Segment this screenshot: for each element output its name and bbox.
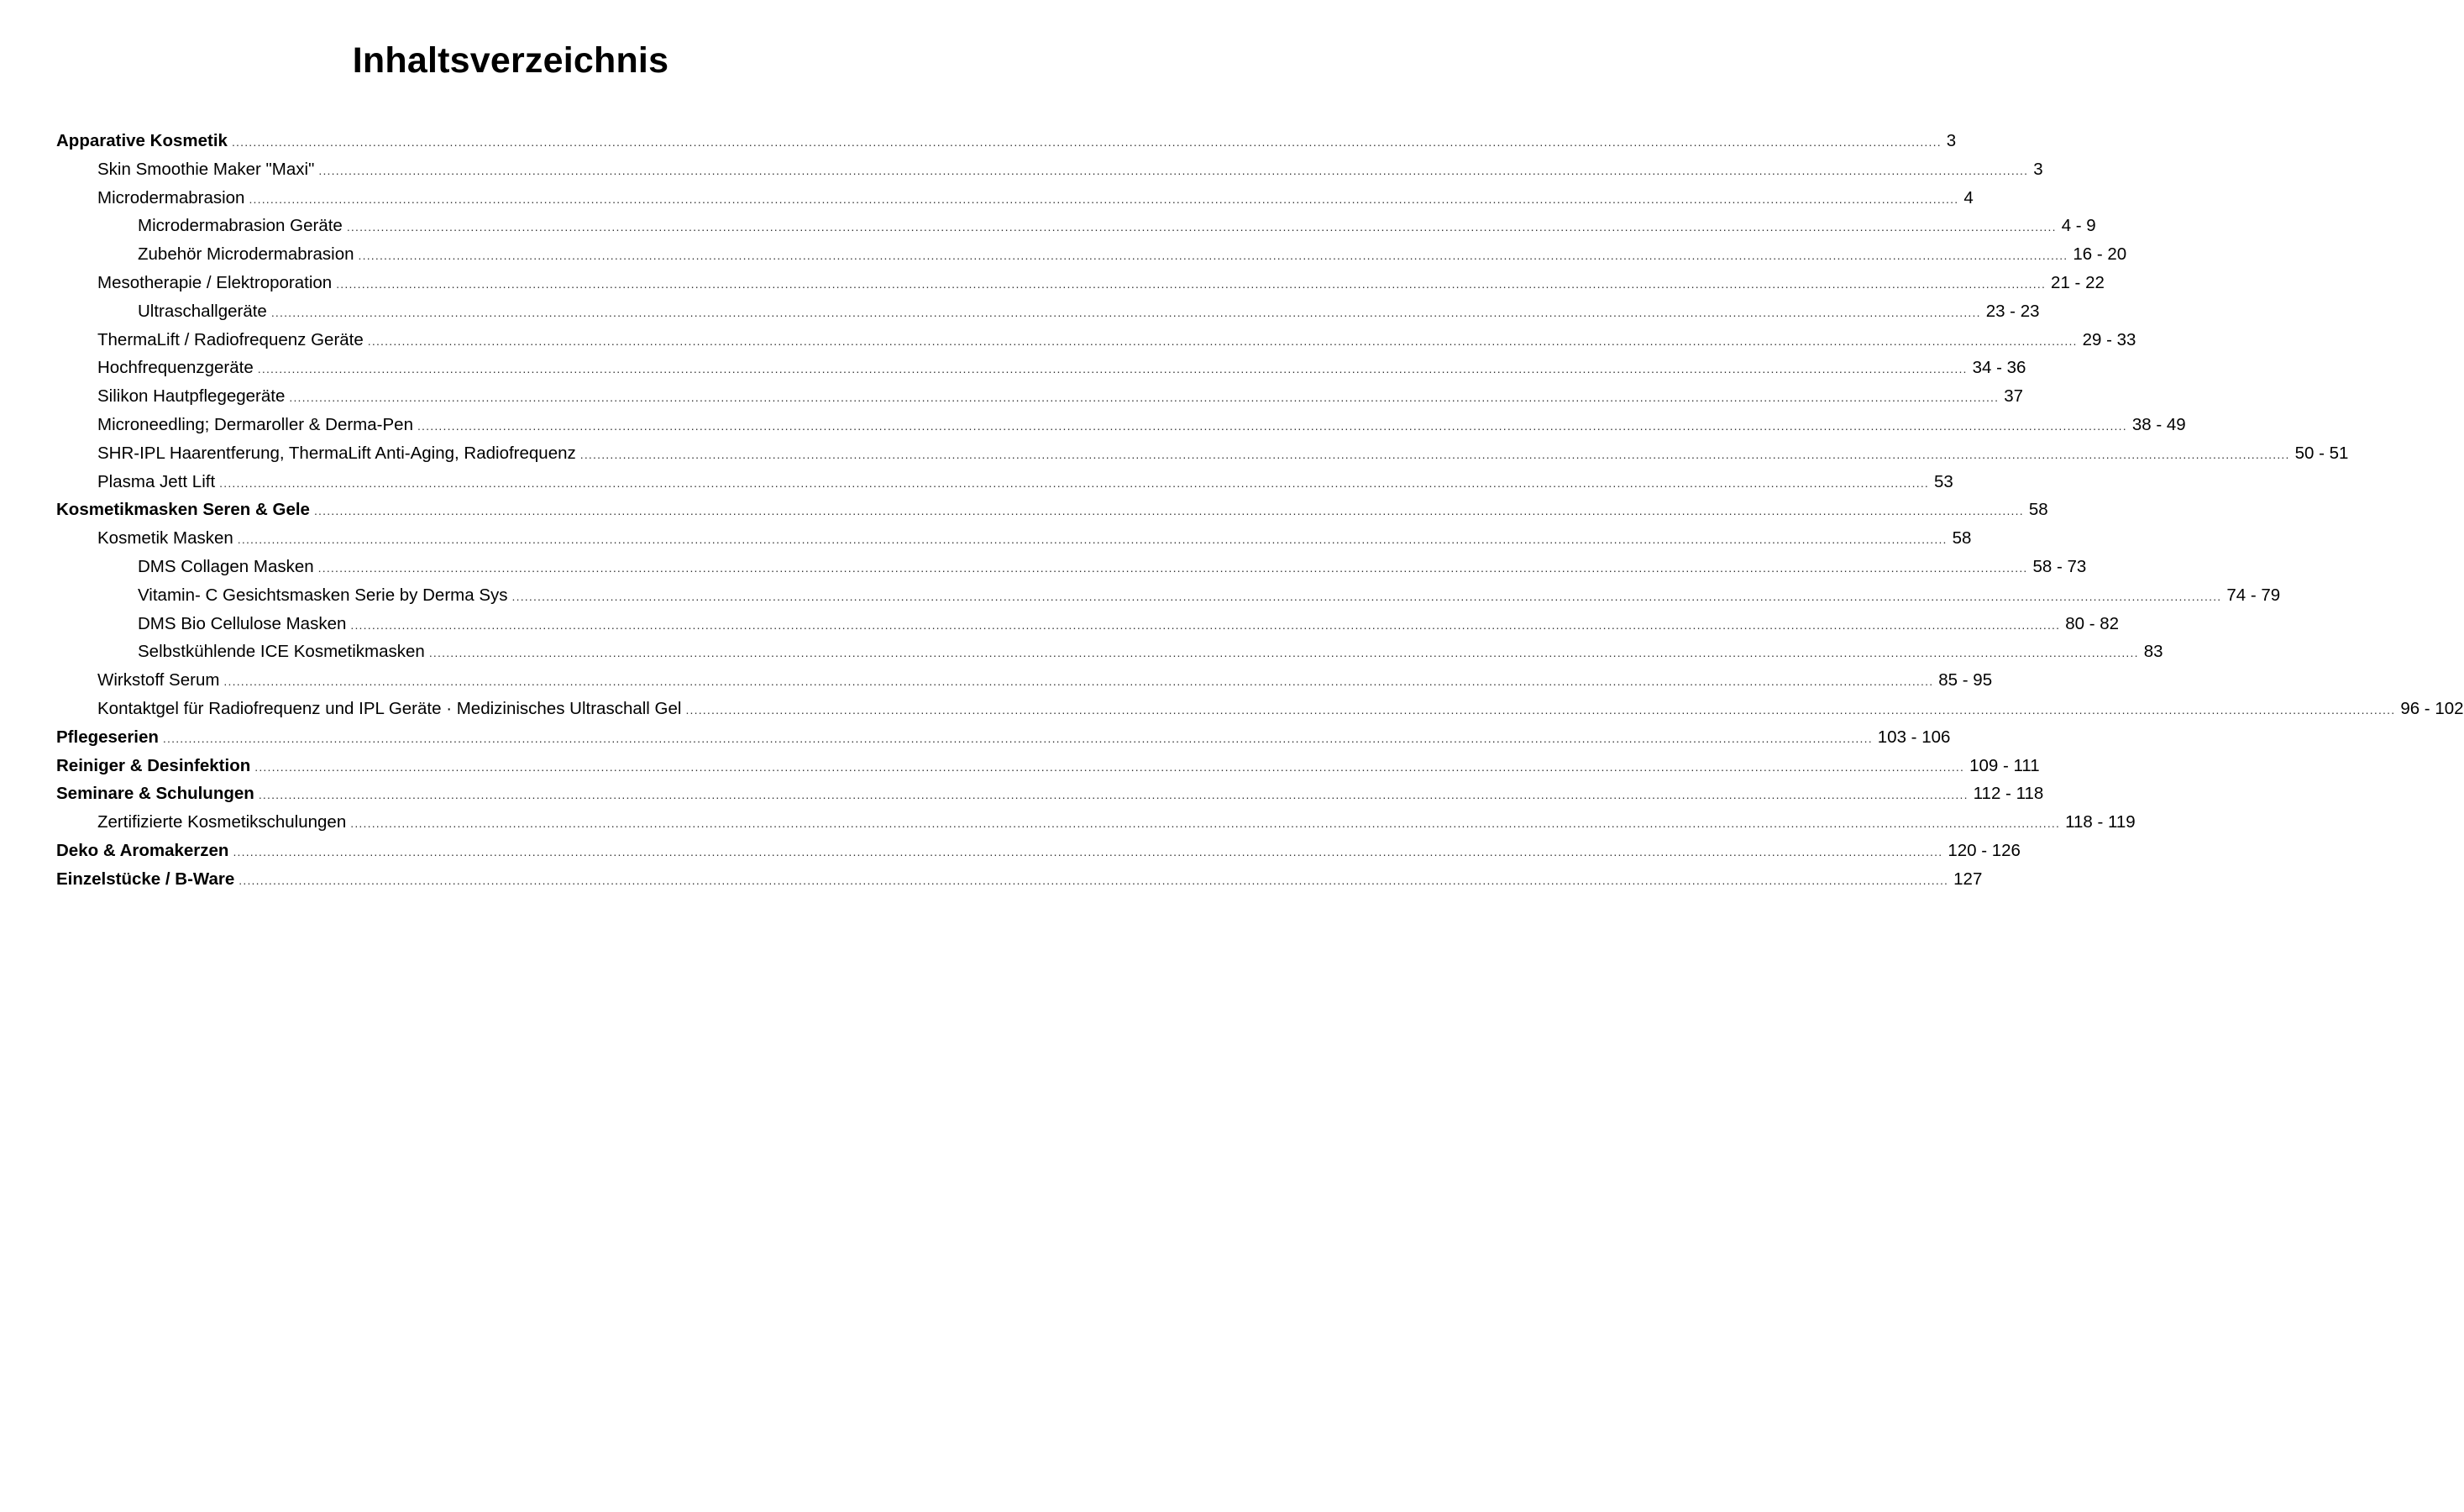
toc-entry-page: 83 bbox=[2143, 642, 2163, 661]
toc-entry bbox=[97, 696, 2464, 722]
toc-entry-label: Hochfrequenzgeräte bbox=[97, 358, 254, 377]
toc-entry bbox=[56, 753, 2040, 779]
toc-entry bbox=[138, 583, 2281, 608]
toc-leader-dots: ................................................................................................................................................................................................................................................................................................................................................................................................................ bbox=[317, 561, 2028, 575]
toc-entry-page: 37 bbox=[2004, 386, 2024, 406]
toc-entry-page: 16 - 20 bbox=[2073, 244, 2127, 264]
toc-entry bbox=[56, 129, 1957, 154]
toc-entry bbox=[138, 554, 2087, 580]
toc-entry-label: Zertifizierte Kosmetikschulungen bbox=[97, 812, 347, 832]
toc-leader-dots: ................................................................................................................................................................................................................................................................................................................................................................................................................ bbox=[511, 590, 2222, 603]
toc-entry-label: Pflegeserien bbox=[56, 727, 159, 747]
toc-entry-page: 103 - 106 bbox=[1877, 727, 1951, 747]
toc-entry bbox=[97, 355, 2026, 381]
toc-entry-label: Vitamin- C Gesichtsmasken Serie by Derma Sys bbox=[138, 585, 508, 605]
toc-leader-dots: ................................................................................................................................................................................................................................................................................................................................................................................................................ bbox=[258, 788, 1969, 801]
toc-entry-page: 112 - 118 bbox=[1973, 784, 2044, 803]
toc-entry-label: Einzelstücke / B-Ware bbox=[56, 869, 235, 889]
toc-entry-label: Silikon Hautpflegegeräte bbox=[97, 386, 286, 406]
toc-entry bbox=[97, 412, 2186, 438]
toc-entry-label: Zubehör Microdermabrasion bbox=[138, 244, 354, 264]
toc-entry-label: Wirkstoff Serum bbox=[97, 670, 220, 690]
toc-entry bbox=[97, 186, 1974, 211]
toc-leader-dots: ................................................................................................................................................................................................................................................................................................................................................................................................................ bbox=[685, 703, 2396, 717]
toc-leader-dots: ................................................................................................................................................................................................................................................................................................................................................................................................................ bbox=[237, 533, 1948, 546]
toc-entry-label: Kosmetik Masken bbox=[97, 528, 233, 548]
toc-entry bbox=[138, 242, 2127, 267]
toc-entry-page: 34 - 36 bbox=[1972, 358, 2026, 377]
toc-entry-label: Kosmetikmasken Seren & Gele bbox=[56, 500, 310, 519]
toc-entry-page: 50 - 51 bbox=[2294, 444, 2349, 463]
toc-entry-page: 4 - 9 bbox=[2061, 216, 2096, 235]
toc-entry bbox=[97, 470, 1953, 495]
toc-entry-page: 80 - 82 bbox=[2065, 614, 2120, 633]
toc-entry-page: 127 bbox=[1953, 869, 1983, 889]
toc-leader-dots: ................................................................................................................................................................................................................................................................................................................................................................................................................ bbox=[318, 164, 2029, 177]
toc-leader-dots: ................................................................................................................................................................................................................................................................................................................................................................................................................ bbox=[270, 306, 1981, 319]
toc-entry-page: 109 - 111 bbox=[1969, 756, 2040, 775]
toc-entry bbox=[97, 526, 1972, 551]
toc-entry bbox=[56, 867, 1983, 892]
toc-entry-page: 21 - 22 bbox=[2051, 273, 2105, 292]
toc-entry-label: Microdermabrasion Geräte bbox=[138, 216, 343, 235]
toc-entry-label: Microdermabrasion bbox=[97, 188, 245, 207]
toc-leader-dots: ................................................................................................................................................................................................................................................................................................................................................................................................................ bbox=[233, 845, 1943, 858]
toc-entry-page: 58 bbox=[1952, 528, 1972, 548]
toc-entry-page: 23 - 23 bbox=[1985, 302, 2040, 321]
toc-entry-label: Skin Smoothie Maker "Maxi" bbox=[97, 160, 315, 179]
toc-entry-page: 120 - 126 bbox=[1948, 841, 2021, 860]
toc-entry-page: 3 bbox=[2033, 160, 2043, 179]
toc-entry-page: 96 - 102 bbox=[2400, 699, 2464, 718]
toc-leader-dots: ................................................................................................................................................................................................................................................................................................................................................................................................................ bbox=[257, 362, 1968, 375]
toc-entry bbox=[56, 781, 2044, 806]
toc-leader-dots: ................................................................................................................................................................................................................................................................................................................................................................................................................ bbox=[428, 646, 2139, 659]
toc-entry-page: 38 - 49 bbox=[2131, 415, 2186, 434]
toc-entry bbox=[138, 612, 2120, 637]
toc-entry bbox=[56, 725, 1951, 750]
toc-leader-dots: ................................................................................................................................................................................................................................................................................................................................................................................................................ bbox=[313, 504, 2024, 517]
toc-entry bbox=[56, 497, 2048, 522]
toc-entry-page: 3 bbox=[1946, 131, 1957, 150]
toc-leader-dots: ................................................................................................................................................................................................................................................................................................................................................................................................................ bbox=[289, 391, 2000, 404]
toc-entry-label: Reiniger & Desinfektion bbox=[56, 756, 251, 775]
toc-leader-dots: ................................................................................................................................................................................................................................................................................................................................................................................................................ bbox=[336, 277, 2047, 291]
toc-entry bbox=[97, 668, 1993, 693]
toc-leader-dots: ................................................................................................................................................................................................................................................................................................................................................................................................................ bbox=[358, 249, 2068, 262]
toc-leader-dots: ................................................................................................................................................................................................................................................................................................................................................................................................................ bbox=[223, 675, 1934, 688]
toc-entry-page: 53 bbox=[1934, 472, 1953, 491]
toc-entry bbox=[97, 441, 2349, 466]
toc-leader-dots: ................................................................................................................................................................................................................................................................................................................................................................................................................ bbox=[350, 816, 2061, 830]
toc-entry-label: Mesotherapie / Elektroporation bbox=[97, 273, 333, 292]
toc-entry bbox=[138, 639, 2163, 664]
toc-entry bbox=[97, 384, 2024, 409]
toc-entry bbox=[138, 213, 2096, 239]
toc-entry bbox=[138, 299, 2040, 324]
toc-entry-label: Plasma Jett Lift bbox=[97, 472, 216, 491]
toc-leader-dots: ................................................................................................................................................................................................................................................................................................................................................................................................................ bbox=[417, 419, 2127, 433]
toc-entry-label: Selbstkühlende ICE Kosmetikmasken bbox=[138, 642, 425, 661]
toc-entry bbox=[97, 810, 2136, 835]
toc-entry-page: 58 bbox=[2028, 500, 2048, 519]
toc-entry-page: 4 bbox=[1963, 188, 1974, 207]
toc-entry bbox=[56, 838, 2021, 864]
toc-entry-label: Kontaktgel für Radiofrequenz und IPL Geräte · Medizinisches Ultraschall Gel bbox=[97, 699, 682, 718]
toc-entry-label: Microneedling; Dermaroller & Derma-Pen bbox=[97, 415, 413, 434]
toc-entry-page: 118 - 119 bbox=[2065, 812, 2136, 832]
toc-leader-dots: ................................................................................................................................................................................................................................................................................................................................................................................................................ bbox=[346, 220, 2057, 234]
toc-entry-label: SHR-IPL Haarentferung, ThermaLift Anti-Aging, Radiofrequenz bbox=[97, 444, 576, 463]
toc-leader-dots: ................................................................................................................................................................................................................................................................................................................................................................................................................ bbox=[239, 874, 1949, 887]
toc-entry bbox=[97, 328, 2136, 353]
toc-entry-page: 58 - 73 bbox=[2032, 557, 2087, 576]
toc-entry-page: 85 - 95 bbox=[1938, 670, 1993, 690]
toc-leader-dots: ................................................................................................................................................................................................................................................................................................................................................................................................................ bbox=[231, 135, 1942, 149]
toc-leader-dots: ................................................................................................................................................................................................................................................................................................................................................................................................................ bbox=[249, 192, 1959, 206]
toc-leader-dots: ................................................................................................................................................................................................................................................................................................................................................................................................................ bbox=[350, 618, 2061, 632]
toc-entry-label: DMS Bio Cellulose Masken bbox=[138, 614, 347, 633]
toc-entry-label: Deko & Aromakerzen bbox=[56, 841, 229, 860]
toc-leader-dots: ................................................................................................................................................................................................................................................................................................................................................................................................................ bbox=[162, 732, 1873, 745]
toc-entry-label: ThermaLift / Radiofrequenz Geräte bbox=[97, 330, 364, 349]
toc-entry bbox=[97, 157, 2043, 182]
toc-entry-label: Ultraschallgeräte bbox=[138, 302, 267, 321]
toc-entry-label: DMS Collagen Masken bbox=[138, 557, 314, 576]
toc-leader-dots: ................................................................................................................................................................................................................................................................................................................................................................................................................ bbox=[254, 760, 1965, 774]
toc-entry-page: 29 - 33 bbox=[2082, 330, 2136, 349]
toc-leader-dots: ................................................................................................................................................................................................................................................................................................................................................................................................................ bbox=[367, 334, 2078, 348]
page-title: Inhaltsverzeichnis bbox=[352, 40, 669, 81]
toc-leader-dots: ................................................................................................................................................................................................................................................................................................................................................................................................................ bbox=[219, 476, 1929, 490]
toc-entry bbox=[97, 270, 2105, 296]
toc-entry-label: Apparative Kosmetik bbox=[56, 131, 228, 150]
toc-entry-page: 74 - 79 bbox=[2226, 585, 2281, 605]
toc-entry-label: Seminare & Schulungen bbox=[56, 784, 254, 803]
toc-leader-dots: ................................................................................................................................................................................................................................................................................................................................................................................................................ bbox=[579, 448, 2290, 461]
